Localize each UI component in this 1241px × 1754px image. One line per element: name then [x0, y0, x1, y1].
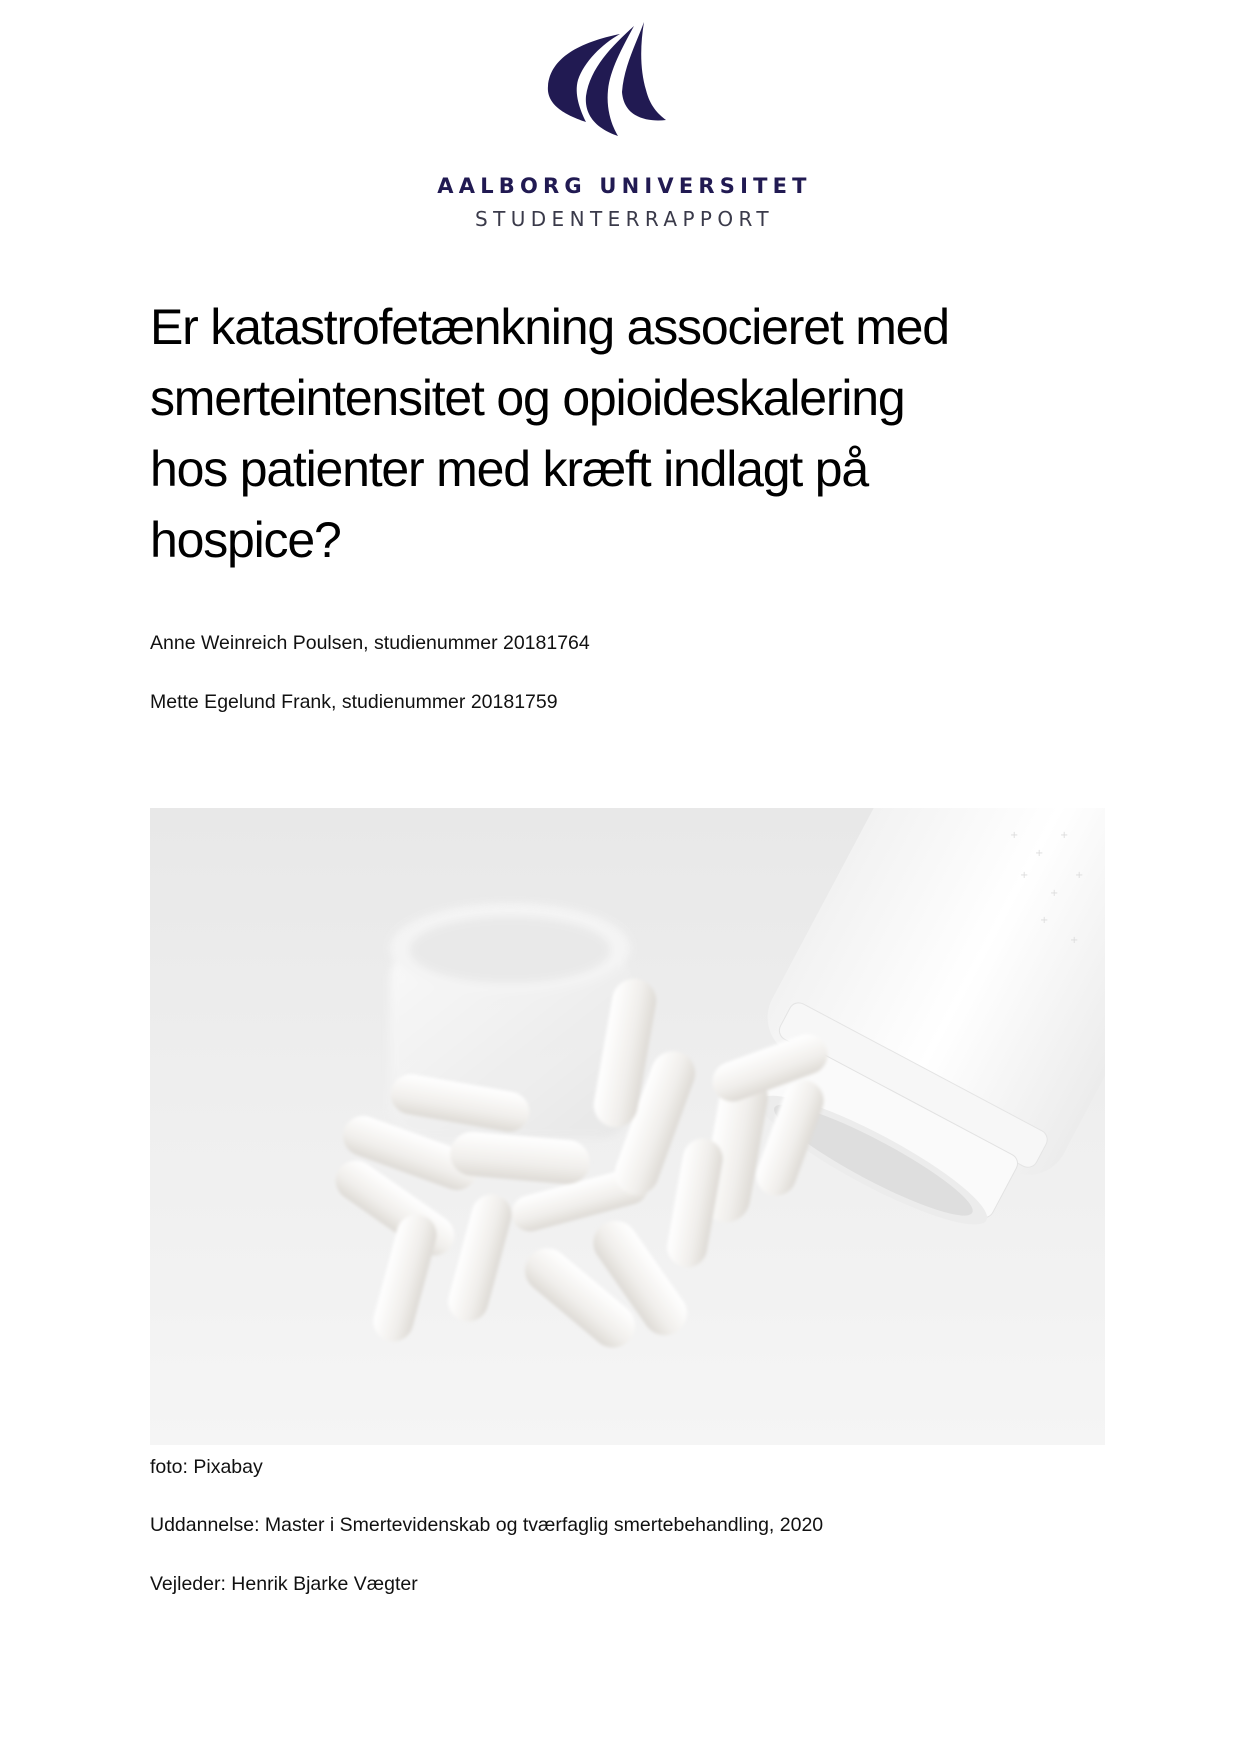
title-line: hos patienter med kræft indlagt på — [150, 441, 868, 497]
photo-caption: foto: Pixabay — [150, 1456, 263, 1478]
svg-text:+: + — [1070, 935, 1079, 946]
title-line: smerteintensitet og opioideskalering — [150, 370, 905, 426]
svg-text:+: + — [1035, 848, 1044, 859]
svg-text:+: + — [1020, 870, 1029, 881]
title-line: hospice? — [150, 512, 341, 568]
aau-wave-logo-icon — [540, 18, 670, 138]
svg-text:+: + — [1050, 888, 1059, 899]
author-line: Anne Weinreich Poulsen, studienummer 20181764 — [150, 632, 590, 654]
svg-text:+: + — [1060, 830, 1069, 841]
title-line: Er katastrofetænkning associeret med — [150, 299, 949, 355]
cover-photo — [150, 808, 1105, 1445]
author-line: Mette Egelund Frank, studienummer 20181759 — [150, 691, 558, 713]
education-line: Uddannelse: Master i Smertevidenskab og tværfaglig smertebehandling, 2020 — [150, 1514, 824, 1536]
report-type: STUDENTERRAPPORT — [475, 207, 774, 231]
svg-text:+: + — [1010, 830, 1019, 841]
page-title — [150, 292, 1110, 576]
svg-text:+: + — [1075, 870, 1084, 881]
svg-text:+: + — [1040, 915, 1049, 926]
institution-name: AALBORG UNIVERSITET — [437, 174, 812, 198]
supervisor-line: Vejleder: Henrik Bjarke Vægter — [150, 1573, 418, 1595]
